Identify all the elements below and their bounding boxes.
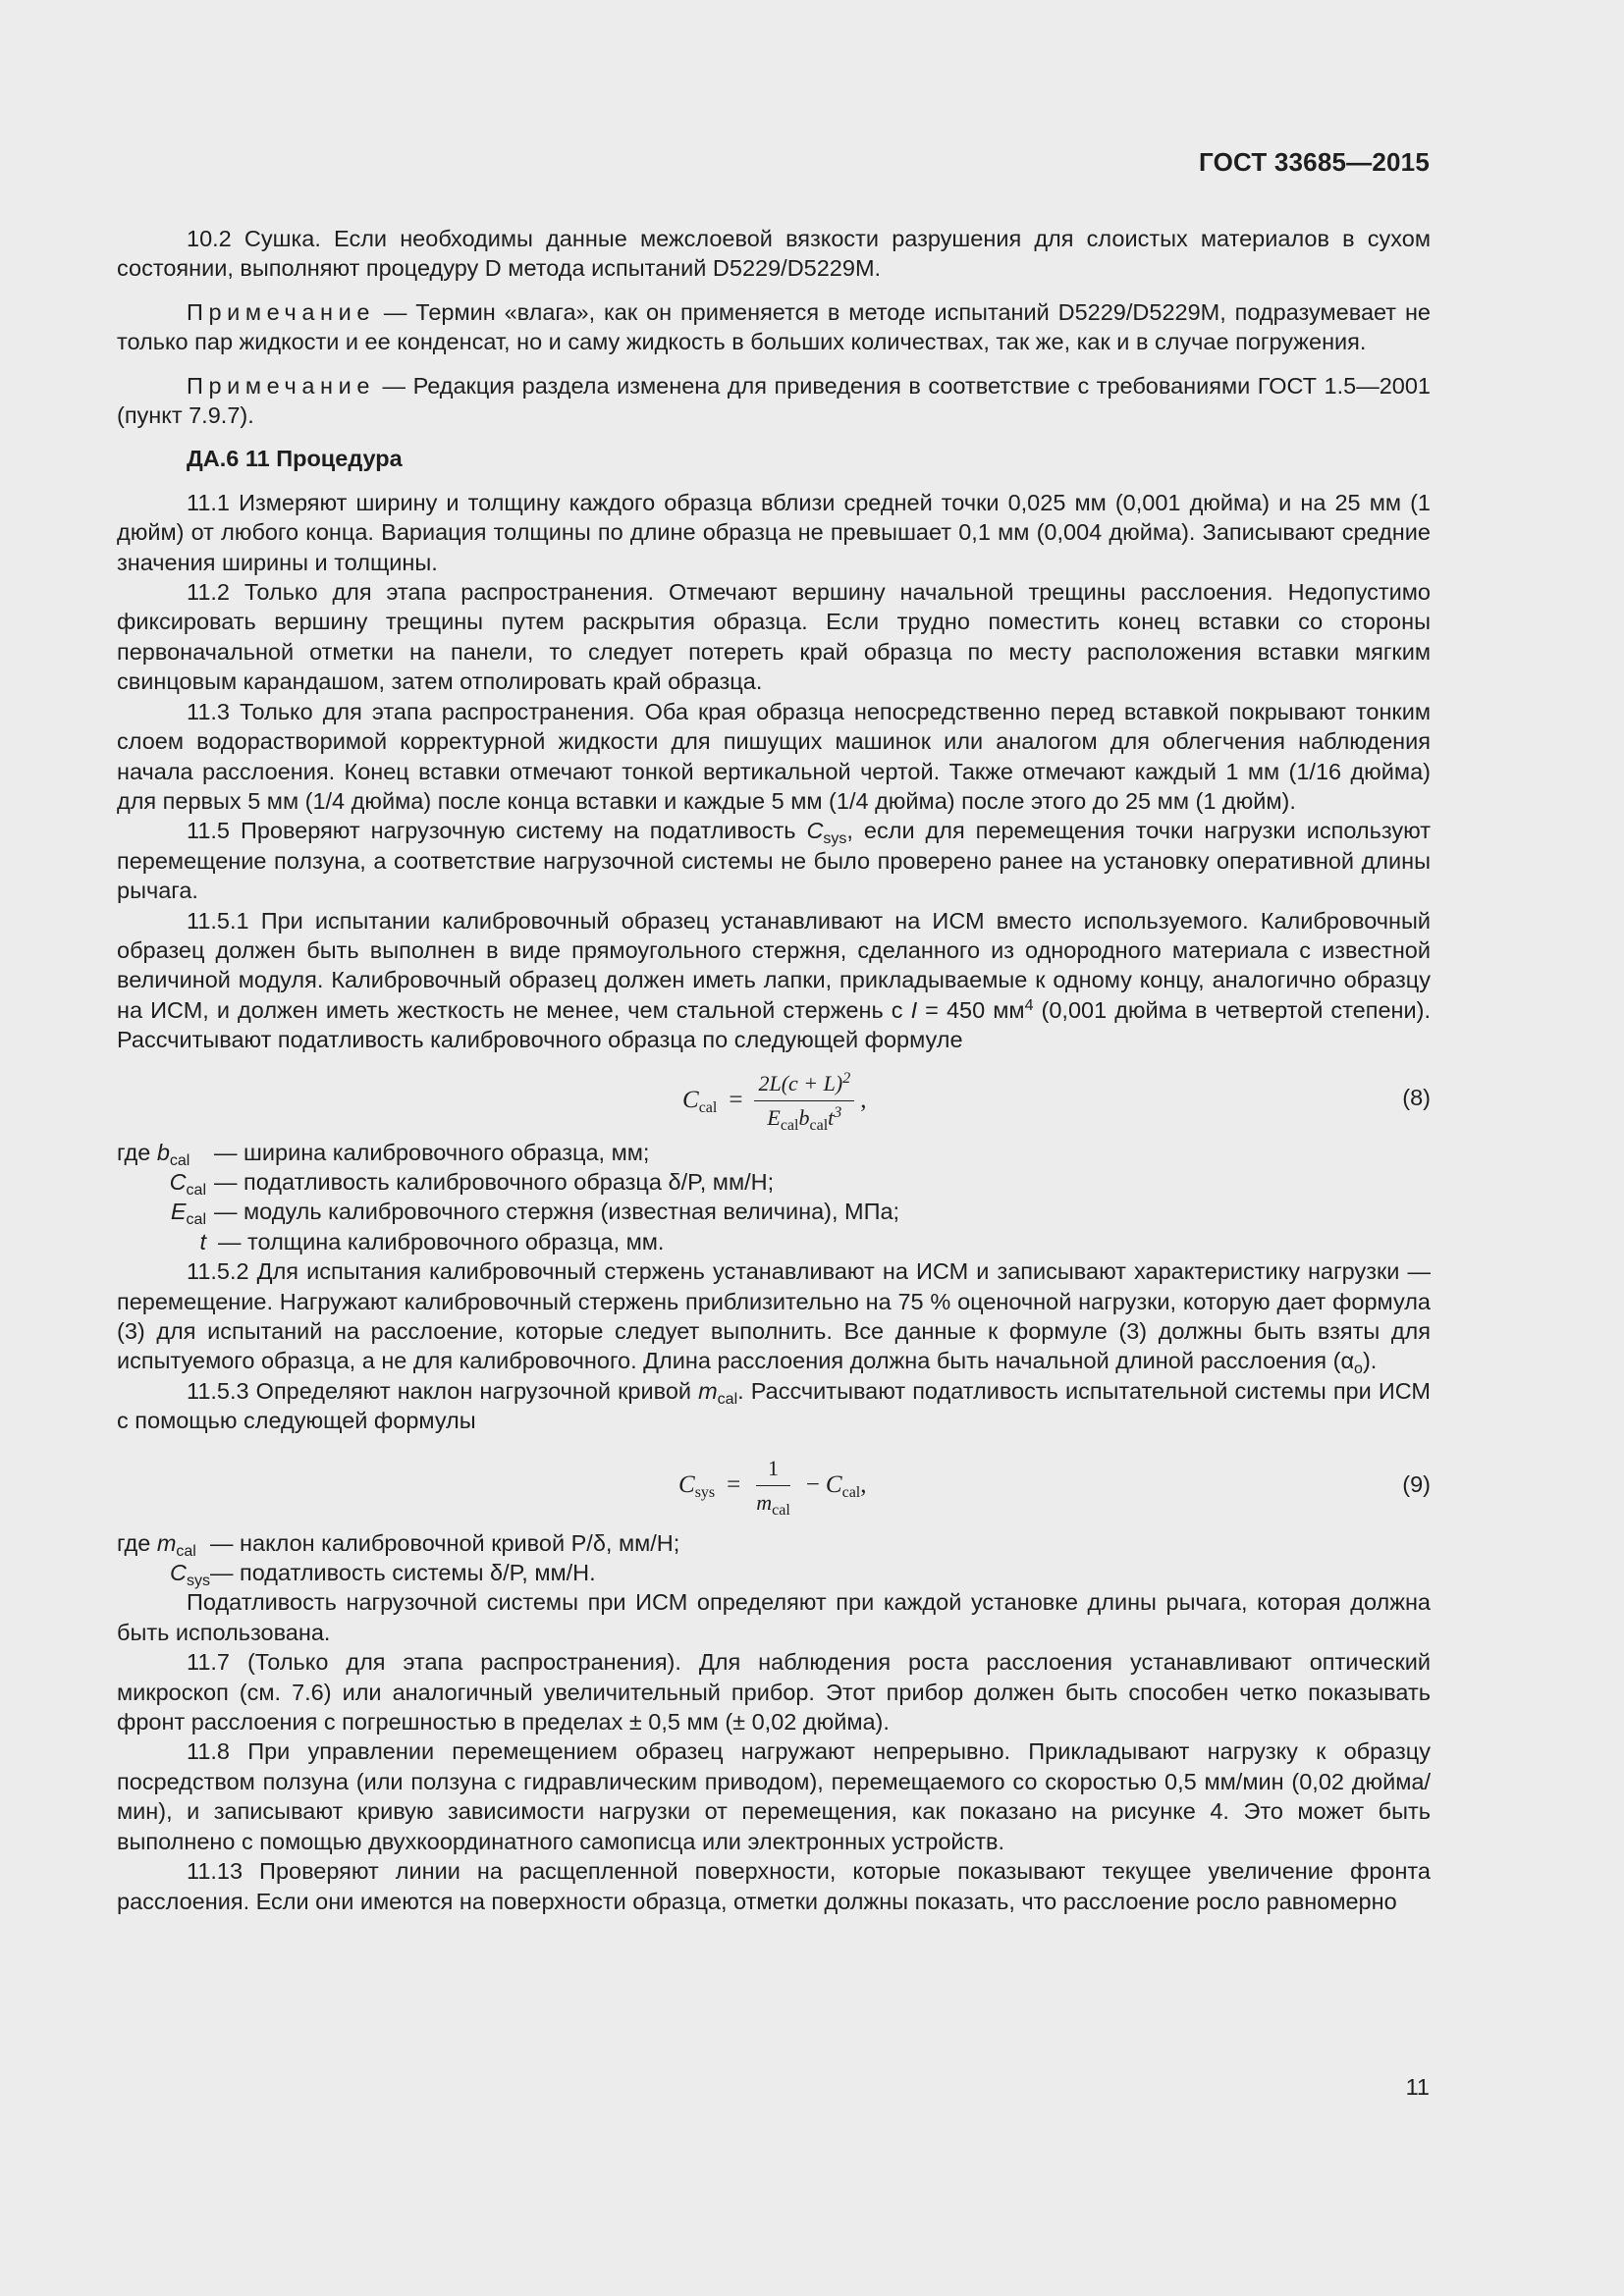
paragraph-11-1: 11.1 Измеряют ширину и толщину каждого образца вблизи средней точки 0,025 мм (0,001 дюйма) и на 25 мм (1 дюйм) от любого конца. Вариация толщины по длине образца не превышает 0,1 мм (0,004 дюйма). Записывают средние значения ширины и толщины. — [117, 489, 1431, 575]
definition-row: $E_{cal}$ — модуль калибровочного стержня (известная величина), МПа; — [170, 1199, 900, 1229]
note-2 — [117, 371, 1431, 431]
definition-row: $C_{sys}$ — податливость системы δ/P, мм/Н. — [170, 1560, 596, 1590]
page-number: 11 — [1405, 2074, 1430, 2100]
symbol-c: C — [806, 818, 824, 844]
paragraph-10-2: 10.2 Сушка. Если необходимы данные межслоевой вязкости разрушения для слоистых материалов в сухом состоянии, выполняют процедуру D метода испытаний D5229/D5229M. — [117, 226, 1431, 282]
formula-8-fraction — [754, 1069, 854, 1134]
document-body — [117, 224, 1431, 1916]
formula-9-expression: $C_{sys}$ = $\frac{1}{m_{cal}}$ − $C_{cal}$ , — [678, 1455, 867, 1520]
formula-9 — [117, 1436, 1431, 1528]
paragraph-11-5-3: 11.5.3 Определяют наклон нагрузочной кривой $m_{cal}$. Рассчитывают податливость испытательной системы при ИСМ с помощью следующей формулы — [117, 1377, 1431, 1434]
section-heading: ДА.6 11 Процедура — [187, 446, 403, 472]
paragraph-compliance: Податливость нагрузочной системы при ИСМ определяют при каждой установке длины рычага, которая должна быть использована. — [117, 1589, 1431, 1645]
note-1-text: — Термин «влага», как он применяется в методе испытаний D5229/D5229M, подразумевает не только пар жидкости и ее конденсат, но и саму жидкость в больших количествах, так же, как и в случае погружения. — [117, 298, 1431, 355]
definition-row: $C_{cal}$ — податливость калибровочного образца δ/P, мм/Н; — [169, 1168, 775, 1199]
note-2-text: — Редакция раздела изменена для приведения в соответствие с требованиями ГОСТ 1.5—2001 (пункт 7.9.7). — [117, 372, 1431, 429]
formula-8-denominator: $E_{cal}b_{cal}t^3$ — [767, 1103, 842, 1134]
definition-row: где $b_{cal}$ — ширина калибровочного образца, мм; — [117, 1139, 650, 1169]
note-1-label: Примечание — [187, 298, 376, 325]
definition-row: t — толщина калибровочного образца, мм. — [199, 1228, 665, 1255]
formula-8-numerator: $2L(c + L)^2$ — [754, 1069, 854, 1101]
paragraph-11-3: 11.3 Только для этапа распространения. Оба края образца непосредственно перед вставкой покрывают тонким слоем водорастворимой корректурной жидкости для пишущих машинок или аналогом для облегчения наблюдения начала расслоения. Конец вставки отмечают тонкой вертикальной чертой. Также отмечают каждый 1 мм (1/16 дюйма) для первых 5 мм (1/4 дюйма) после конца вставки и каждые 5 мм (1/4 дюйма) после этого до 25 мм (1 дюйм). — [117, 698, 1431, 814]
paragraph-11-8: 11.8 При управлении перемещением образец нагружают непрерывно. Прикладывают нагрузку к образцу посредством ползуна (или ползуна с гидравлическим приводом), перемещаемого со скоростью 0,5 мм/мин (0,02 дюйма/мин), и записывают кривую зависимости нагрузки от перемещения, как показано на рисунке 4. Это может быть выполнено с помощью двухкоординатного самописца или электронных устройств. — [117, 1738, 1431, 1854]
paragraph-11-5-1: 11.5.1 При испытании калибровочный образец устанавливают на ИСМ вместо используемого. Калибровочный образец должен быть выполнен в виде прямоугольного стержня, сделанного из однородного материала с известной величиной модуля. Калибровочный образец должен иметь лапки, прикладываемые к одному концу, аналогично образцу на ИСМ, и должен иметь жесткость не менее, чем стальной стержень с I = 450 $мм^4$ (0,001 дюйма в четвертой степени). Рассчитывают податливость калибровочного образца по следующей формуле — [117, 907, 1431, 1053]
formula-8-expression: $C_{cal}$ = $\frac{2L(c + L)^2}{E_{cal}b_{cal}t^3}$ , — [682, 1069, 867, 1134]
definition-row: где $m_{cal}$ — наклон калибровочной кривой P/δ, мм/Н; — [117, 1529, 680, 1560]
paragraph-11-5-2: 11.5.2 Для испытания калибровочный стержень устанавливают на ИСМ и записывают характеристику нагрузки — перемещение. Нагружают калибровочный стержень приблизительно на 75 % оценочной нагрузки, которую дает формула (3) для испытаний на расслоение, которые следует выполнить. Все данные к формуле (3) должны быть взяты для испытуемого образца, а не для калибровочного. Длина расслоения должна быть начальной длиной расслоения $(\alpha_o)$. — [117, 1258, 1431, 1378]
paragraph-11-2: 11.2 Только для этапа распространения. Отмечают вершину начальной трещины расслоения. Недопустимо фиксировать вершину трещины путем раскрытия образца. Если трудно поместить конец вставки со стороны первоначальной отметки на панели, то следует потереть край образца по месту расположения вставки мягким свинцовым карандашом, затем отполировать край образца. — [117, 579, 1431, 695]
note-1 — [117, 297, 1431, 357]
paragraph-11-13: 11.13 Проверяют линии на расщепленной поверхности, которые показывают текущее увеличение фронта расслоения. Если они имеются на поверхности образца, отметки должны показать, что расслоение росло равномерно — [117, 1858, 1431, 1914]
formula-9-definitions — [117, 1528, 1431, 1588]
formula-9-fraction: $\frac{1}{m_{cal}}$ — [756, 1455, 790, 1520]
formula-8-definitions — [117, 1138, 1431, 1257]
formula-8-number: (8) — [1402, 1084, 1431, 1110]
formula-8 — [117, 1055, 1431, 1138]
paragraph-11-7: 11.7 (Только для этапа распространения). Для наблюдения роста расслоения устанавливают оптический микроскоп (см. 7.6) или аналогичный увеличительный прибор. Этот прибор должен быть способен четко показывать фронт расслоения с погрешностью в пределах ± 0,5 мм (± 0,02 дюйма). — [117, 1649, 1431, 1735]
document-number-header: ГОСТ 33685—2015 — [1199, 147, 1430, 177]
formula-9-number: (9) — [1402, 1470, 1431, 1497]
symbol-i: I — [910, 996, 918, 1023]
note-2-label: Примечание — [187, 372, 376, 399]
paragraph-11-5: 11.5 Проверяют нагрузочную систему на податливость $C_{sys}$, если для перемещения точки нагрузки используют перемещение ползуна, а соответствие нагрузочной системы не было проверено ранее на установку оперативной длины рычага. — [117, 818, 1431, 904]
